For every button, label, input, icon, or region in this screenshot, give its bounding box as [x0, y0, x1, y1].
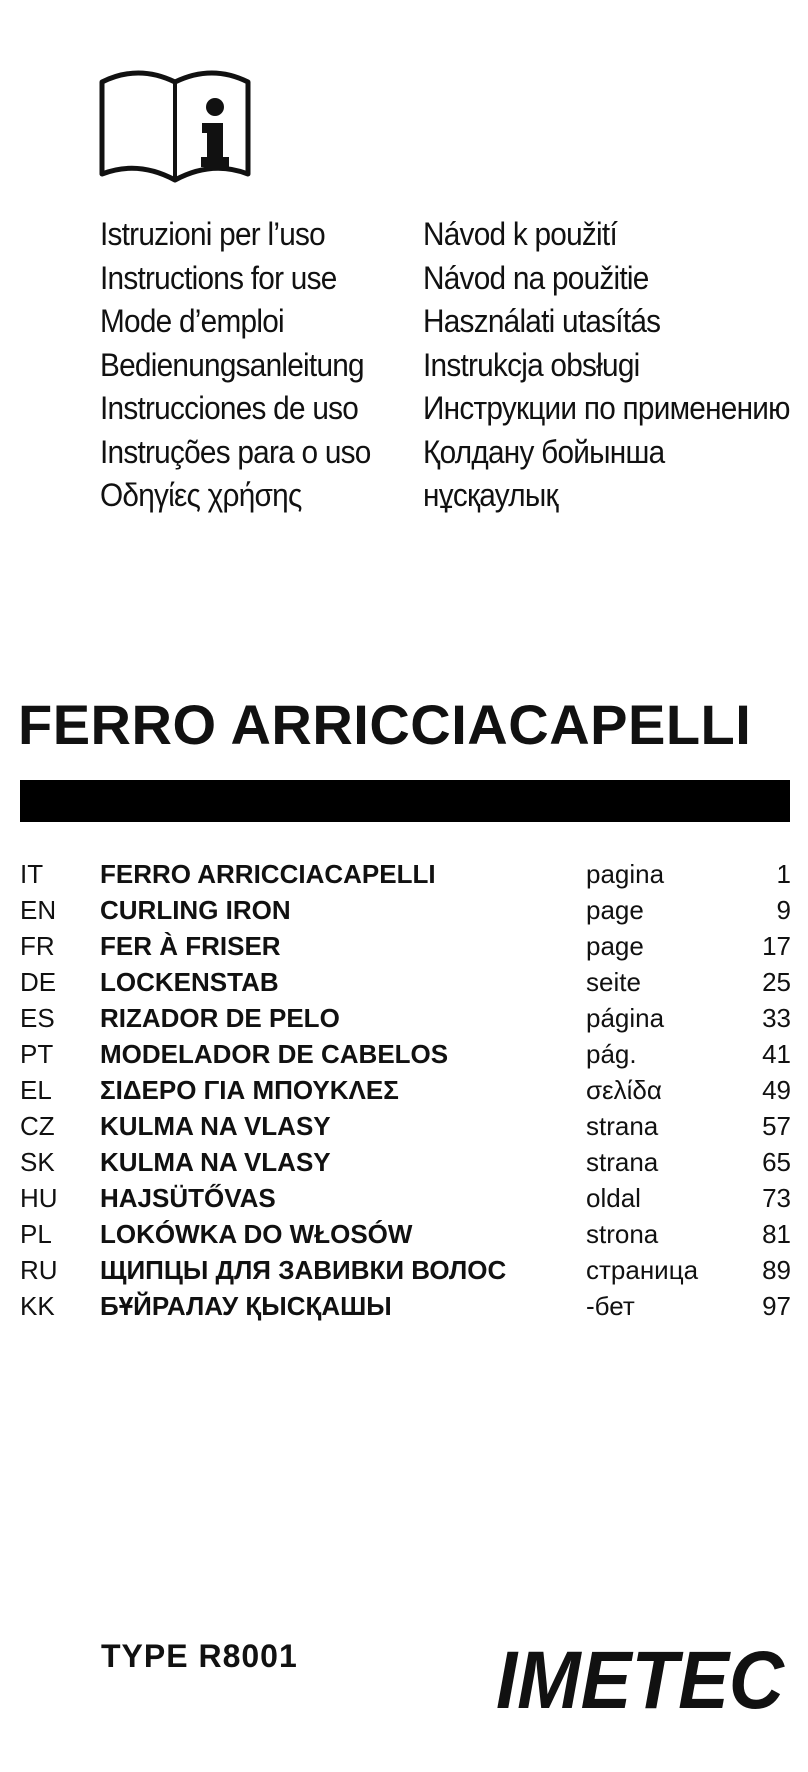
toc-page-number: 65	[762, 1147, 791, 1177]
toc-row	[20, 1252, 791, 1288]
toc-language-code: CZ	[20, 1111, 55, 1141]
instructions-label-right-4: Инструкции по применению	[423, 390, 790, 426]
toc-language-code: SK	[20, 1147, 55, 1177]
toc-page-number: 41	[762, 1039, 791, 1069]
info-book-icon	[98, 70, 252, 184]
toc-page-word: pág.	[586, 1039, 637, 1069]
toc-row	[20, 1216, 791, 1252]
svg-text:IMETEC: IMETEC	[496, 1638, 786, 1716]
toc-page-number: 57	[762, 1111, 791, 1141]
toc-language-code: ES	[20, 1003, 55, 1033]
toc-row	[20, 964, 791, 1000]
toc-row	[20, 1288, 791, 1324]
instructions-label-right-1: Návod na použitie	[423, 259, 649, 296]
instructions-label-right-2: Használati utasítás	[423, 303, 661, 339]
toc-page-number: 89	[762, 1255, 791, 1285]
toc-page-word: -бет	[586, 1291, 635, 1321]
toc-language-code: DE	[20, 967, 57, 997]
toc-page-number: 97	[762, 1291, 791, 1321]
toc-title: RIZADOR DE PELO	[100, 1003, 340, 1033]
toc-language-code: PL	[20, 1219, 52, 1249]
toc-page-number: 9	[776, 895, 791, 925]
toc-title: MODELADOR DE CABELOS	[100, 1039, 449, 1069]
toc-row	[20, 1180, 791, 1216]
toc-row	[20, 928, 791, 964]
toc-title: FERRO ARRICCIACAPELLI	[100, 859, 436, 889]
table-of-contents	[20, 856, 791, 1324]
instructions-label-left-1: Instructions for use	[100, 259, 337, 296]
imetec-logo	[496, 1638, 790, 1716]
title-divider-bar	[20, 780, 790, 822]
toc-page-word: strana	[586, 1111, 659, 1141]
toc-page-number: 1	[776, 859, 791, 889]
toc-title: HAJSÜTŐVAS	[100, 1183, 276, 1213]
toc-title: LOCKENSTAB	[100, 967, 279, 997]
toc-page-word: strona	[586, 1219, 659, 1249]
toc-language-code: PT	[20, 1039, 54, 1069]
instructions-label-left-3: Bedienungsanleitung	[100, 346, 364, 383]
toc-language-code: FR	[20, 931, 55, 961]
toc-row	[20, 892, 791, 928]
toc-page-number: 17	[762, 931, 791, 961]
toc-title: KULMA NA VLASY	[100, 1111, 331, 1141]
toc-language-code: IT	[20, 859, 44, 889]
toc-language-code: HU	[20, 1183, 58, 1213]
toc-page-number: 81	[762, 1219, 791, 1249]
instructions-label-left-6: Οδηγίες χρήσης	[100, 477, 302, 513]
instructions-label-left-2: Mode d’emploi	[100, 303, 284, 339]
instructions-label-right-0: Návod k použití	[423, 216, 617, 252]
toc-page-word: страница	[586, 1255, 699, 1285]
toc-title: БҰЙРАЛАУ ҚЫСҚАШЫ	[100, 1291, 392, 1321]
instructions-label-left-0: Istruzioni per l’uso	[100, 216, 325, 252]
toc-page-number: 73	[762, 1183, 791, 1213]
toc-row	[20, 1072, 791, 1108]
toc-title: KULMA NA VLASY	[100, 1147, 331, 1177]
toc-page-number: 49	[762, 1075, 791, 1105]
toc-row	[20, 1000, 791, 1036]
toc-page-word: pagina	[586, 859, 665, 889]
instructions-languages-left	[100, 213, 391, 518]
instructions-languages-right	[423, 213, 808, 518]
instructions-label-right-6: нұсқаулық	[423, 477, 558, 513]
toc-title: FER À FRISER	[100, 931, 281, 961]
instructions-label-left-5: Instruções para o uso	[100, 433, 371, 470]
toc-title: LOKÓWKA DO WŁOSÓW	[100, 1219, 413, 1249]
toc-row	[20, 1144, 791, 1180]
toc-title: ΣΙΔΕΡΟ ΓΙΑ ΜΠΟΥΚΛΕΣ	[100, 1075, 399, 1105]
toc-page-word: strana	[586, 1147, 659, 1177]
instructions-label-right-3: Instrukcja obsługi	[423, 346, 640, 383]
toc-row	[20, 856, 791, 892]
toc-language-code: EN	[20, 895, 57, 925]
toc-page-word: oldal	[586, 1183, 641, 1213]
toc-title: CURLING IRON	[100, 895, 291, 925]
toc-page-number: 25	[762, 967, 791, 997]
toc-language-code: KK	[20, 1291, 55, 1321]
toc-page-word: página	[586, 1003, 665, 1033]
instructions-label-right-5: Қолдану бойынша	[423, 433, 665, 470]
toc-row	[20, 1036, 791, 1072]
toc-language-code: EL	[20, 1075, 52, 1105]
model-type-label: TYPE R8001	[101, 1638, 298, 1674]
toc-page-word: σελίδα	[586, 1075, 662, 1105]
toc-page-word: seite	[586, 967, 641, 997]
toc-page-word: page	[586, 895, 644, 925]
instructions-label-left-4: Instrucciones de uso	[100, 390, 359, 426]
product-title: FERRO ARRICCIACAPELLI	[18, 693, 752, 756]
toc-row	[20, 1108, 791, 1144]
toc-page-number: 33	[762, 1003, 791, 1033]
toc-page-word: page	[586, 931, 644, 961]
toc-language-code: RU	[20, 1255, 58, 1285]
toc-title: ЩИПЦЫ ДЛЯ ЗАВИВКИ ВОЛОС	[100, 1255, 507, 1285]
